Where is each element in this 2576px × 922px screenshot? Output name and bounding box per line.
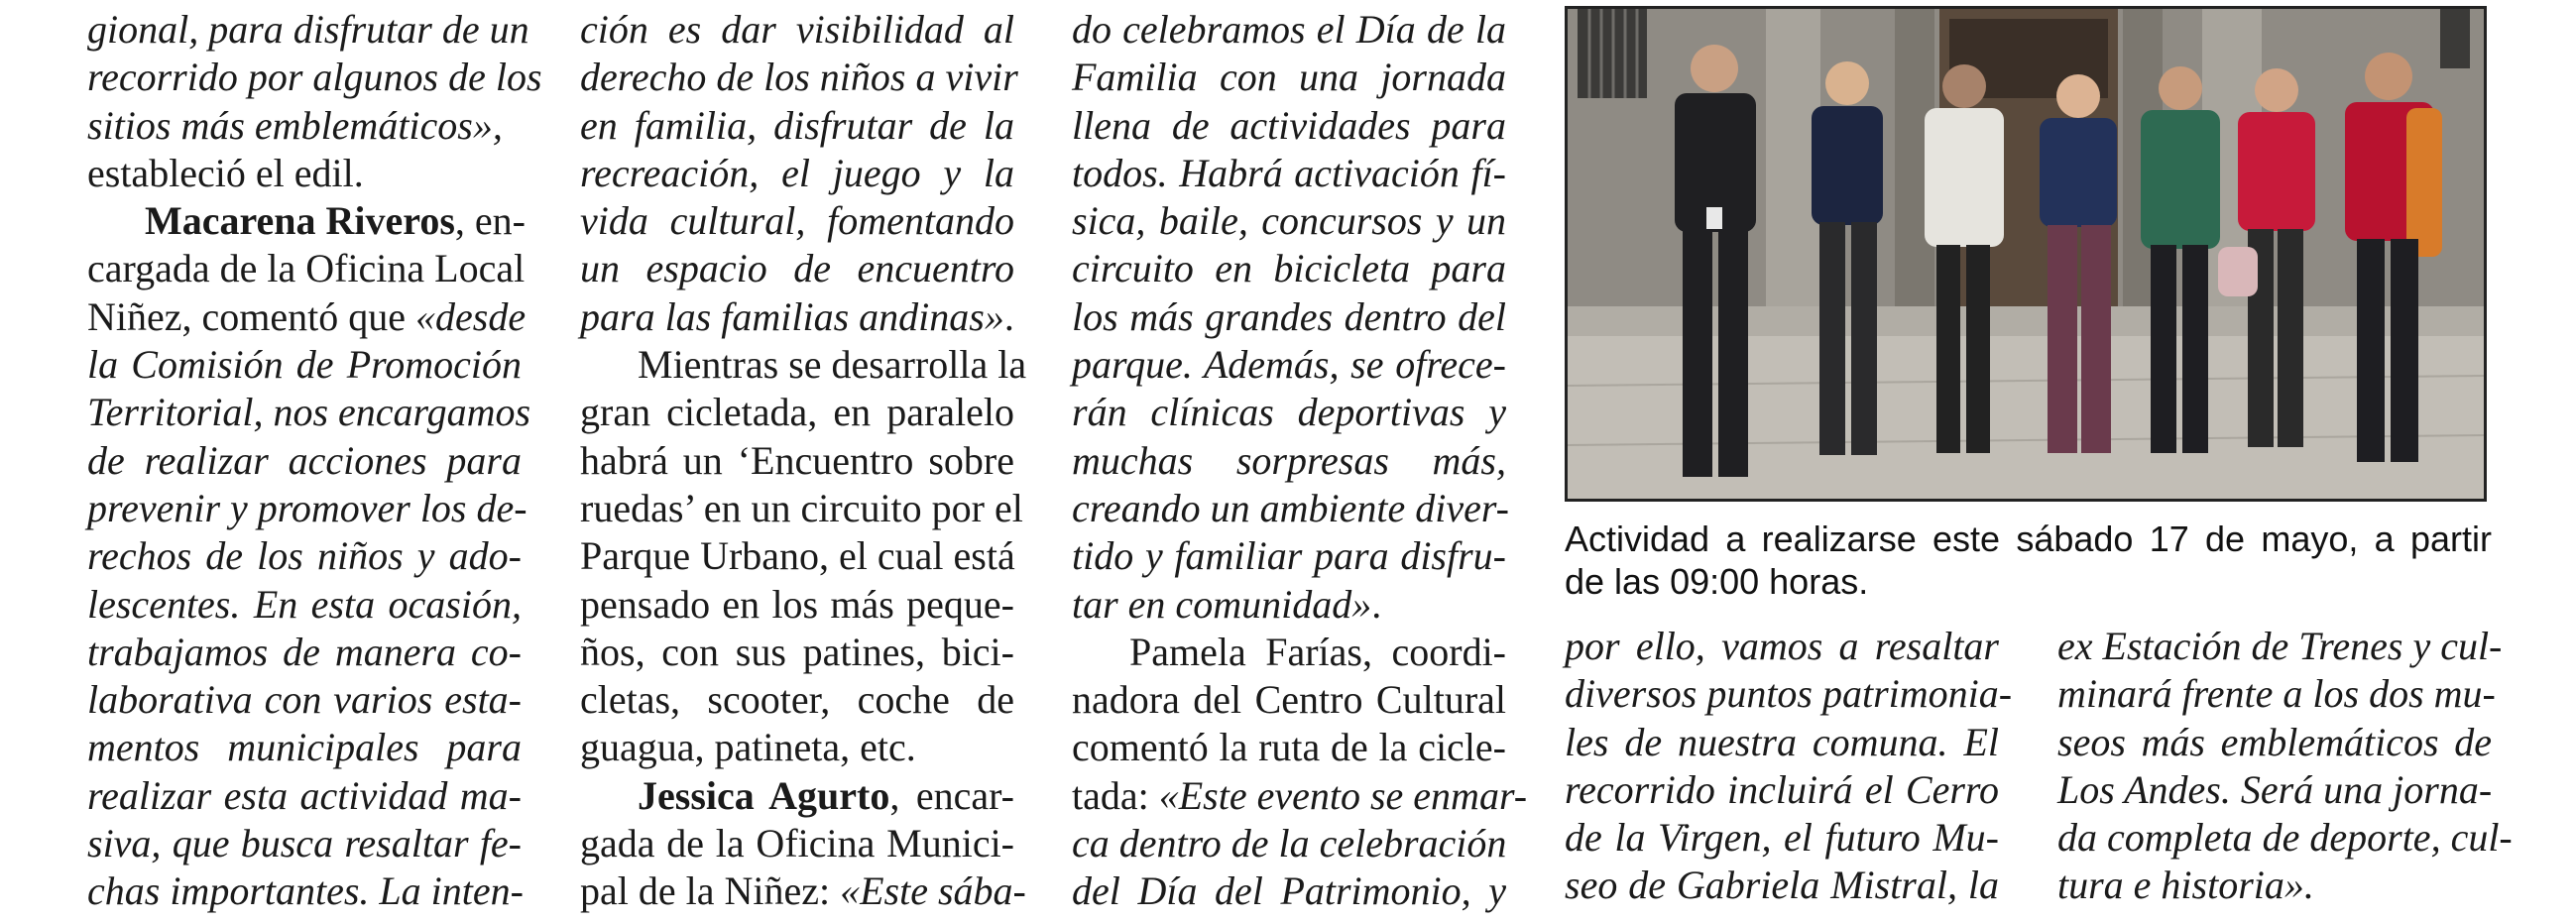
text-line: tido y familiar para disfru- — [1072, 533, 1506, 579]
text-line: parque. Además, se ofrece- — [1072, 342, 1506, 388]
text-line: recorrido por algunos de los — [87, 55, 542, 100]
text-line: Mientras se desarrolla la — [638, 342, 1027, 388]
text-line: Familia con una jornada — [1072, 55, 1506, 100]
text-line: muchas sorpresas más, — [1072, 437, 1506, 483]
text-line: la Comisión de Promoción — [87, 342, 522, 388]
text-line: ex Estación de Trenes y cul- — [2057, 624, 2503, 668]
text-line: nadora del Centro Cultural — [1072, 677, 1506, 723]
text-line: ños, con sus patines, bici- — [580, 629, 1014, 674]
text-line: recreación, el juego y la — [580, 150, 1014, 195]
caption-line: Actividad a realizarse este sábado 17 de mayo, a partir — [1565, 519, 2492, 559]
text-line: les de nuestra comuna. El — [1565, 719, 1999, 764]
text-line: mentos municipales para — [87, 725, 522, 770]
text-line: chas importantes. La inten- — [87, 868, 524, 914]
text-line: do celebramos el Día de la — [1072, 7, 1506, 52]
text-line: diversos puntos patrimonia- — [1565, 671, 2013, 717]
text-line: Niñez, comentó que «desde — [87, 293, 527, 339]
text-line: circuito en bicicleta para — [1072, 246, 1506, 291]
text-line: comentó la ruta de la cicle- — [1072, 725, 1506, 770]
article-column-3 — [1072, 6, 1528, 916]
article-column-5 — [2057, 623, 2513, 910]
text-line: lescentes. En esta ocasión, — [87, 581, 522, 627]
text-line: trabajamos de manera co- — [87, 629, 522, 674]
text-line: tura e historia». — [2057, 863, 2314, 908]
text-line: realizar esta actividad ma- — [87, 772, 522, 818]
text-line: Macarena Riveros, en- — [145, 198, 526, 244]
text-line: ca dentro de la celebración — [1072, 821, 1507, 866]
text-line: Pamela Farías, coordi- — [1129, 629, 1506, 674]
text-line: por ello, vamos a resaltar — [1565, 624, 1999, 668]
group-photo — [1565, 6, 2487, 502]
person-name: Macarena Riveros — [145, 198, 455, 244]
text-line: seos más emblemáticos de — [2057, 719, 2492, 764]
text-line: pensado en los más peque- — [580, 581, 1014, 627]
text-line: da completa de deporte, cul- — [2057, 815, 2513, 861]
text-line: del Día del Patrimonio, y — [1072, 868, 1506, 914]
text-line: gional, para disfrutar de un — [87, 7, 529, 52]
text-line: pal de la Niñez: «Este sába- — [580, 868, 1026, 914]
text-line: ción es dar visibilidad al — [580, 7, 1014, 52]
text-line: seo de Gabriela Mistral, la — [1565, 863, 1999, 908]
text-line: para las familias andinas». — [580, 293, 1014, 339]
text-line: Jessica Agurto, encar- — [638, 772, 1014, 818]
text-line: de realizar acciones para — [87, 437, 522, 483]
article-column-4 — [1565, 623, 2013, 910]
text-line: habrá un ‘Encuentro sobre — [580, 437, 1014, 483]
photo-caption — [1565, 518, 2492, 603]
article-column-1 — [87, 6, 542, 916]
article-column-2 — [580, 6, 1027, 916]
text-line: gada de la Oficina Munici- — [580, 821, 1014, 866]
text-line: gran cicletada, en paralelo — [580, 390, 1014, 435]
caption-line: de las 09:00 horas. — [1565, 561, 1869, 602]
person-name: Jessica Agurto — [638, 772, 890, 818]
text-line: sica, baile, concursos y un — [1072, 198, 1506, 244]
text-line: recorrido incluirá el Cerro — [1565, 766, 1999, 812]
text-line: derecho de los niños a vivir — [580, 55, 1018, 100]
text-line: sitios más emblemáticos», — [87, 102, 503, 148]
text-line: en familia, disfrutar de la — [580, 102, 1014, 148]
text-line: Territorial, nos encargamos — [87, 390, 531, 435]
text-line: minará frente a los dos mu- — [2057, 671, 2496, 717]
text-line: estableció el edil. — [87, 150, 364, 195]
text-line: rechos de los niños y ado- — [87, 533, 522, 579]
group-photo-image — [1568, 9, 2484, 499]
text-line: vida cultural, fomentando — [580, 198, 1014, 244]
text-line: llena de actividades para — [1072, 102, 1506, 148]
text-line: de la Virgen, el futuro Mu- — [1565, 815, 1999, 861]
text-line: Los Andes. Será una jorna- — [2057, 766, 2493, 812]
text-line: un espacio de encuentro — [580, 246, 1014, 291]
text-line: guagua, patineta, etc. — [580, 725, 916, 770]
text-line: cargada de la Oficina Local — [87, 246, 526, 291]
text-line: creando un ambiente diver- — [1072, 485, 1509, 530]
text-line: tar en comunidad». — [1072, 581, 1382, 627]
text-line: los más grandes dentro del — [1072, 293, 1506, 339]
text-line: prevenir y promover los de- — [87, 485, 527, 530]
text-line: laborativa con varios esta- — [87, 677, 522, 723]
text-line: cletas, scooter, coche de — [580, 677, 1014, 723]
text-line: Parque Urbano, el cual está — [580, 533, 1015, 579]
text-line: siva, que busca resaltar fe- — [87, 821, 522, 866]
text-line: ruedas’ en un circuito por el — [580, 485, 1023, 530]
text-line: tada: «Este evento se enmar- — [1072, 772, 1528, 818]
text-line: todos. Habrá activación fí- — [1072, 150, 1506, 195]
text-line: rán clínicas deportivas y — [1072, 390, 1506, 435]
